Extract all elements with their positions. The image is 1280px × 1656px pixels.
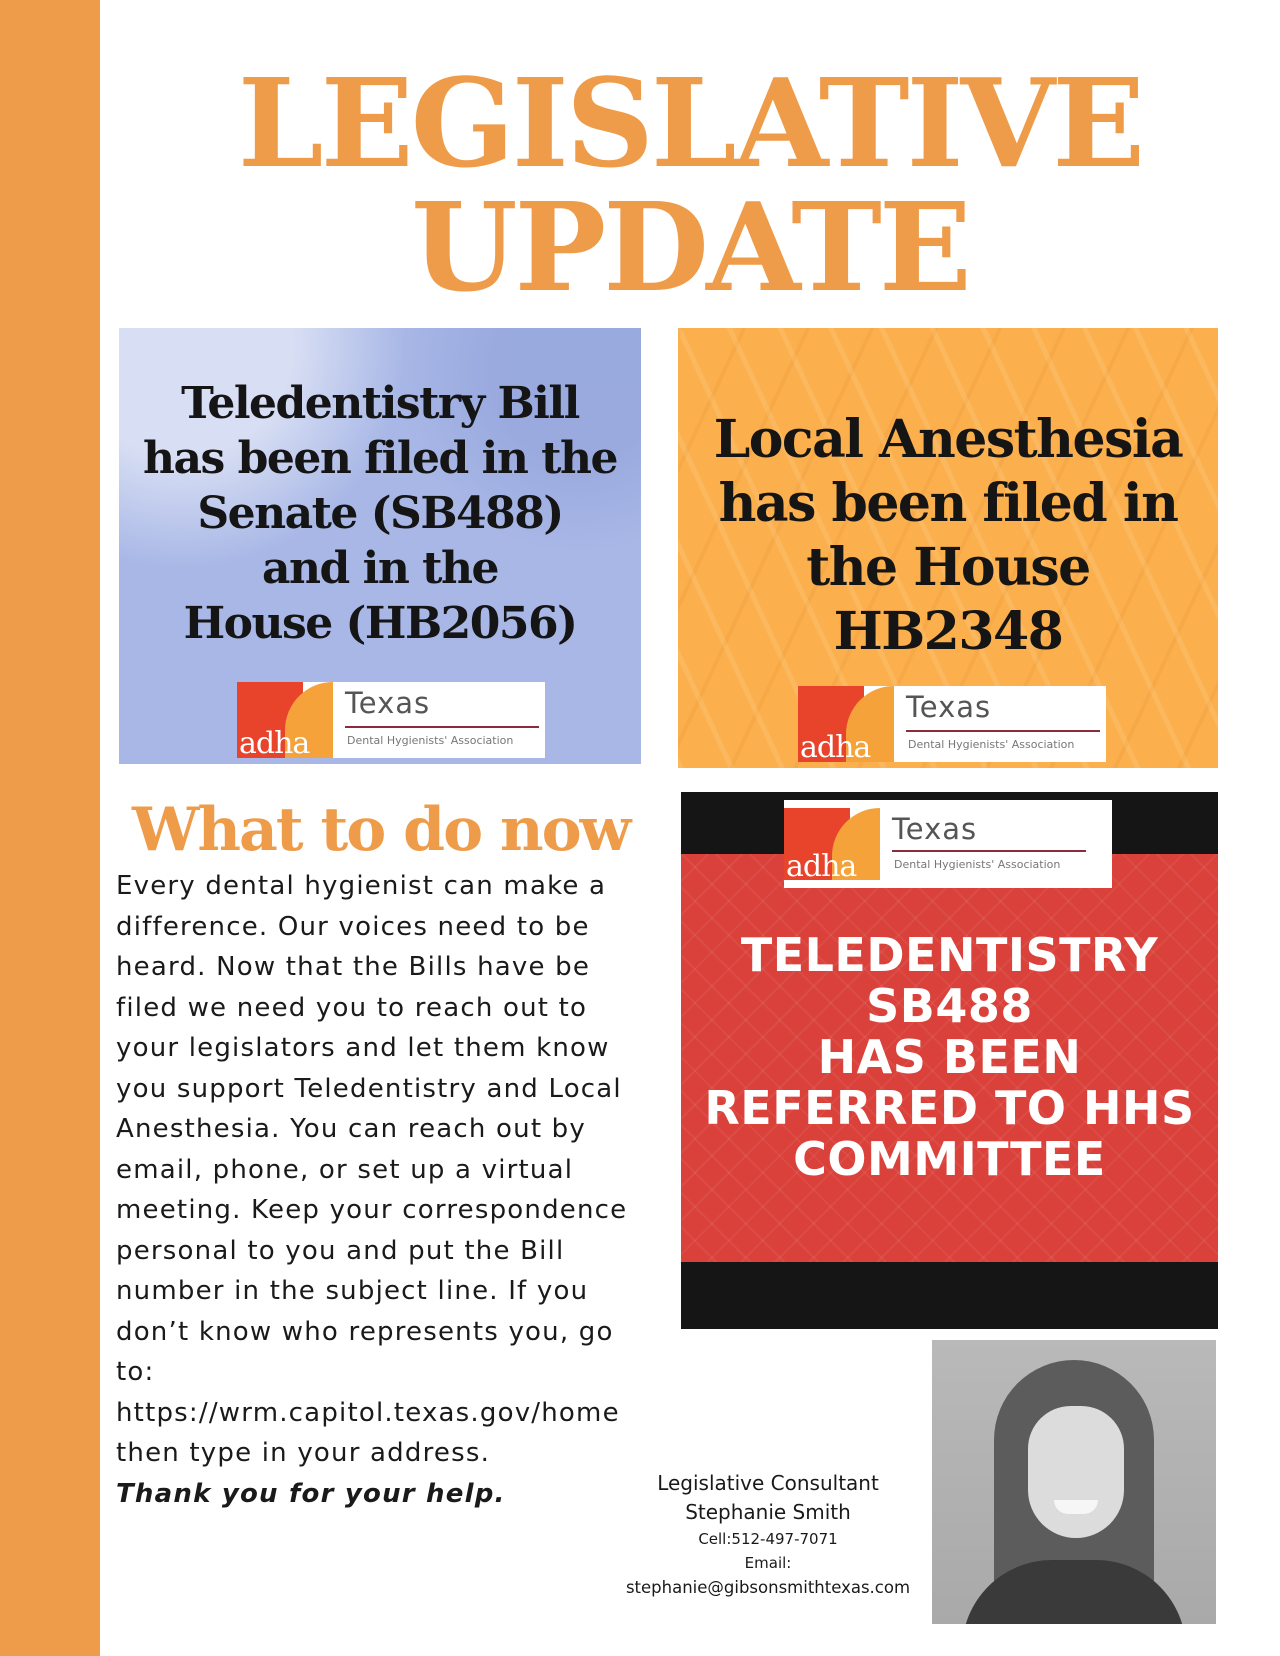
body-line: Every dental hygienist can make a [116,871,607,901]
headline-line-1: LEGISLATIVE [237,51,1143,195]
panel-line: has been filed in [718,473,1178,534]
logo-org-name: Texas [892,812,978,846]
logo-org-subtitle: Dental Hygienists' Association [347,734,514,747]
referred-to-committee-graphic [681,792,1218,1329]
side-accent-bar [0,0,100,1656]
consultant-name: Stephanie Smith [685,1500,851,1524]
photo-face [1028,1406,1124,1538]
consultant-photo [932,1340,1216,1624]
thank-you-text: Thank you for your help. [116,1478,506,1509]
logo-org-subtitle: Dental Hygienists' Association [894,858,1061,871]
panel-line: HAS BEEN [817,1030,1082,1084]
body-line: to: [116,1357,155,1387]
body-line: don’t know who represents you, go [116,1316,614,1347]
logo-divider [906,730,1100,732]
body-line: email, phone, or set up a virtual [116,1154,574,1185]
body-line: Anesthesia. You can reach out by [116,1114,586,1144]
body-line: personal to you and put the Bill [116,1235,565,1266]
panel-line: House (HB2056) [183,598,577,649]
logo-mark-text: adha [786,849,857,884]
panel-line: SB488 [866,979,1033,1033]
consultant-email-label: Email: [744,1554,792,1572]
panel-line: has been filed in the [143,433,617,484]
consultant-role: Legislative Consultant [657,1471,879,1495]
logo-org-name: Texas [906,690,992,724]
consultant-cell: Cell:512-497-7071 [698,1530,838,1548]
body-line: you support Teledentistry and Local [116,1073,622,1104]
referred-text [681,930,1218,1185]
logo-org-name: Texas [345,686,431,720]
body-line: heard. Now that the Bills have be [116,952,591,982]
representative-lookup-url: https://wrm.capitol.texas.gov/home [116,1397,620,1428]
consultant-email: stephanie@gibsonsmithtexas.com [625,1578,911,1597]
panel-line: COMMITTEE [793,1132,1106,1186]
logo-divider [345,726,539,728]
anesthesia-filed-text [714,408,1183,664]
body-line: difference. Our voices need to be [116,911,590,942]
teledentistry-filed-graphic [119,328,641,764]
panel-line: REFERRED TO HHS [704,1081,1195,1135]
body-line: meeting. Keep your correspondence [116,1195,628,1225]
panel-line: TELEDENTISTRY [740,928,1159,982]
panel-line: Senate (SB488) [197,488,563,539]
teledentistry-filed-text [143,376,617,651]
body-line: filed we need you to reach out to [116,992,588,1023]
logo-mark-text: adha [239,726,310,761]
panel-line: and in the [262,543,498,594]
body-line: number in the subject line. If you [116,1276,589,1306]
logo-mark-text: adha [800,730,871,765]
logo-org-subtitle: Dental Hygienists' Association [908,738,1075,751]
panel-line: HB2348 [833,601,1063,662]
adha-texas-logo [237,682,545,761]
adha-texas-logo [798,686,1106,765]
consultant-contact-block [598,1469,938,1601]
adha-texas-logo [784,800,1112,888]
logo-divider [892,850,1086,852]
what-to-do-heading: What to do now [132,795,630,865]
anesthesia-filed-graphic [678,328,1218,768]
body-line: your legislators and let them know [116,1033,610,1063]
what-to-do-body [116,866,676,1514]
panel-line: Local Anesthesia [713,409,1183,470]
body-line: then type in your address. [116,1438,491,1468]
panel-line: the House [806,537,1090,598]
headline-line-2: UPDATE [411,175,969,319]
panel-line: Teledentistry Bill [181,378,579,429]
